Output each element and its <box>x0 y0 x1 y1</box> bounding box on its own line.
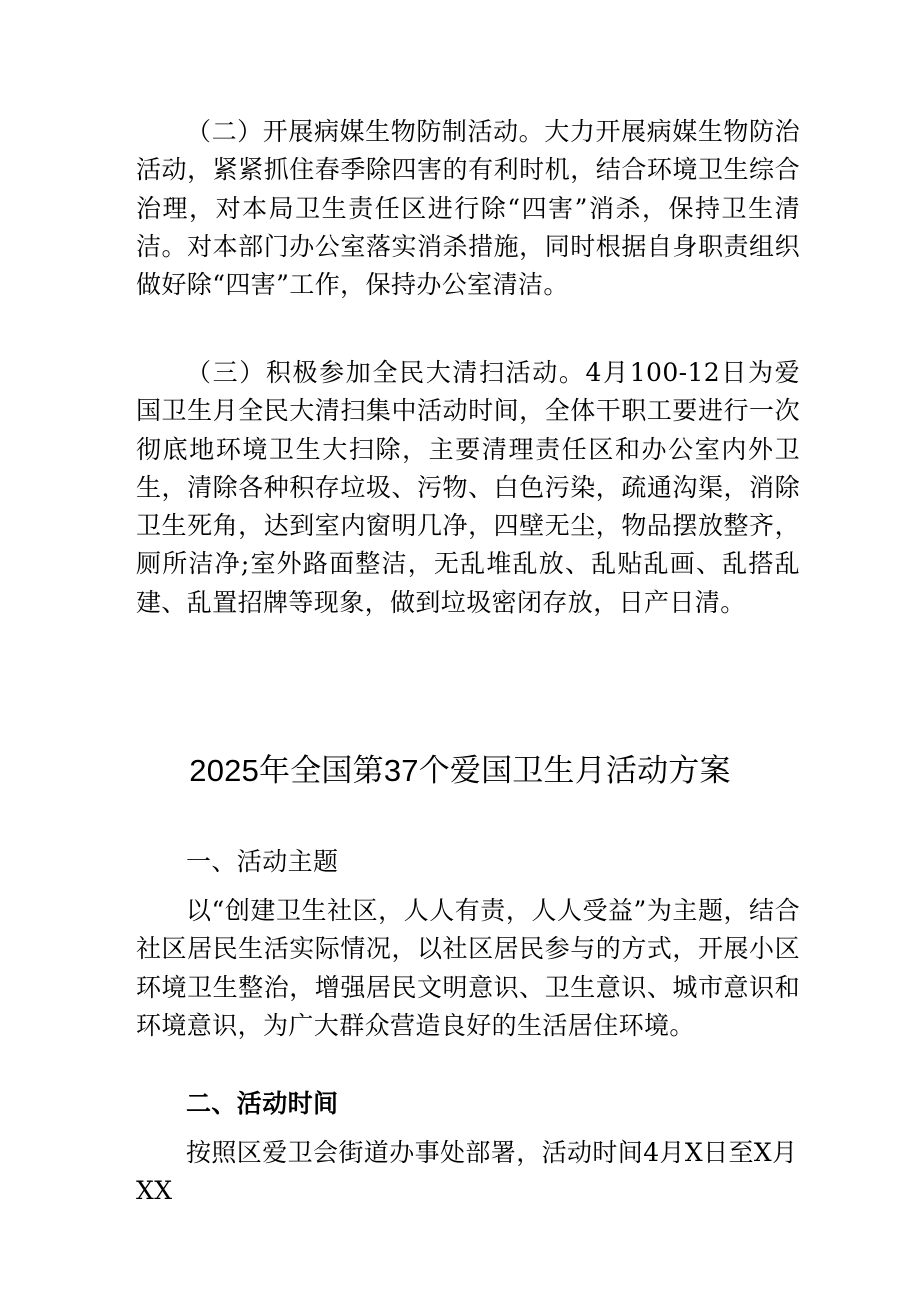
paragraph-theme: 以“创建卫生社区，人人有责，人人受益”为主题，结合社区居民生活实际情况，以社区居民参与的方式，开展小区环境卫生整治，增强居民文明意识、卫生意识、城市意识和环境意识，为广大群众营造良好的生活居住环境。 <box>136 896 800 1040</box>
paragraph-pest-control: （二）开展病媒生物防制活动。大力开展病媒生物防治活动，紧紧抓住春季除四害的有利时机，结合环境卫生综合治理，对本局卫生责任区进行除“四害”消杀，保持卫生清洁。对本部门办公室落实消杀措施，同时根据自身职责组织做好除“四害”工作，保持办公室清洁。 <box>136 117 800 300</box>
section-heading-theme: 一、活动主题 <box>186 847 339 876</box>
paragraph-time: 按照区爱卫会街道办事处部署，活动时间4月X日至X月XX <box>136 1138 798 1206</box>
paragraph-cleaning-campaign: （三）积极参加全民大清扫活动。4月100-12日为爱国卫生月全民大清扫集中活动时间，全体干职工要进行一次彻底地环境卫生大扫除，主要清理责任区和办公室内外卫生，清除各种积存垃圾、污物、白色污染，疏通沟渠，消除卫生死角，达到室内窗明几净，四壁无尘，物品摆放整齐，厕所洁净;室外路面整洁，无乱堆乱放、乱贴乱画、乱搭乱建、乱置招牌等现象，做到垃圾密闭存放，日产日清。 <box>136 358 800 617</box>
document-title: 2025年全国第37个爱国卫生月活动方案 <box>189 753 731 788</box>
section-heading-time: 二、活动时间 <box>186 1089 339 1118</box>
